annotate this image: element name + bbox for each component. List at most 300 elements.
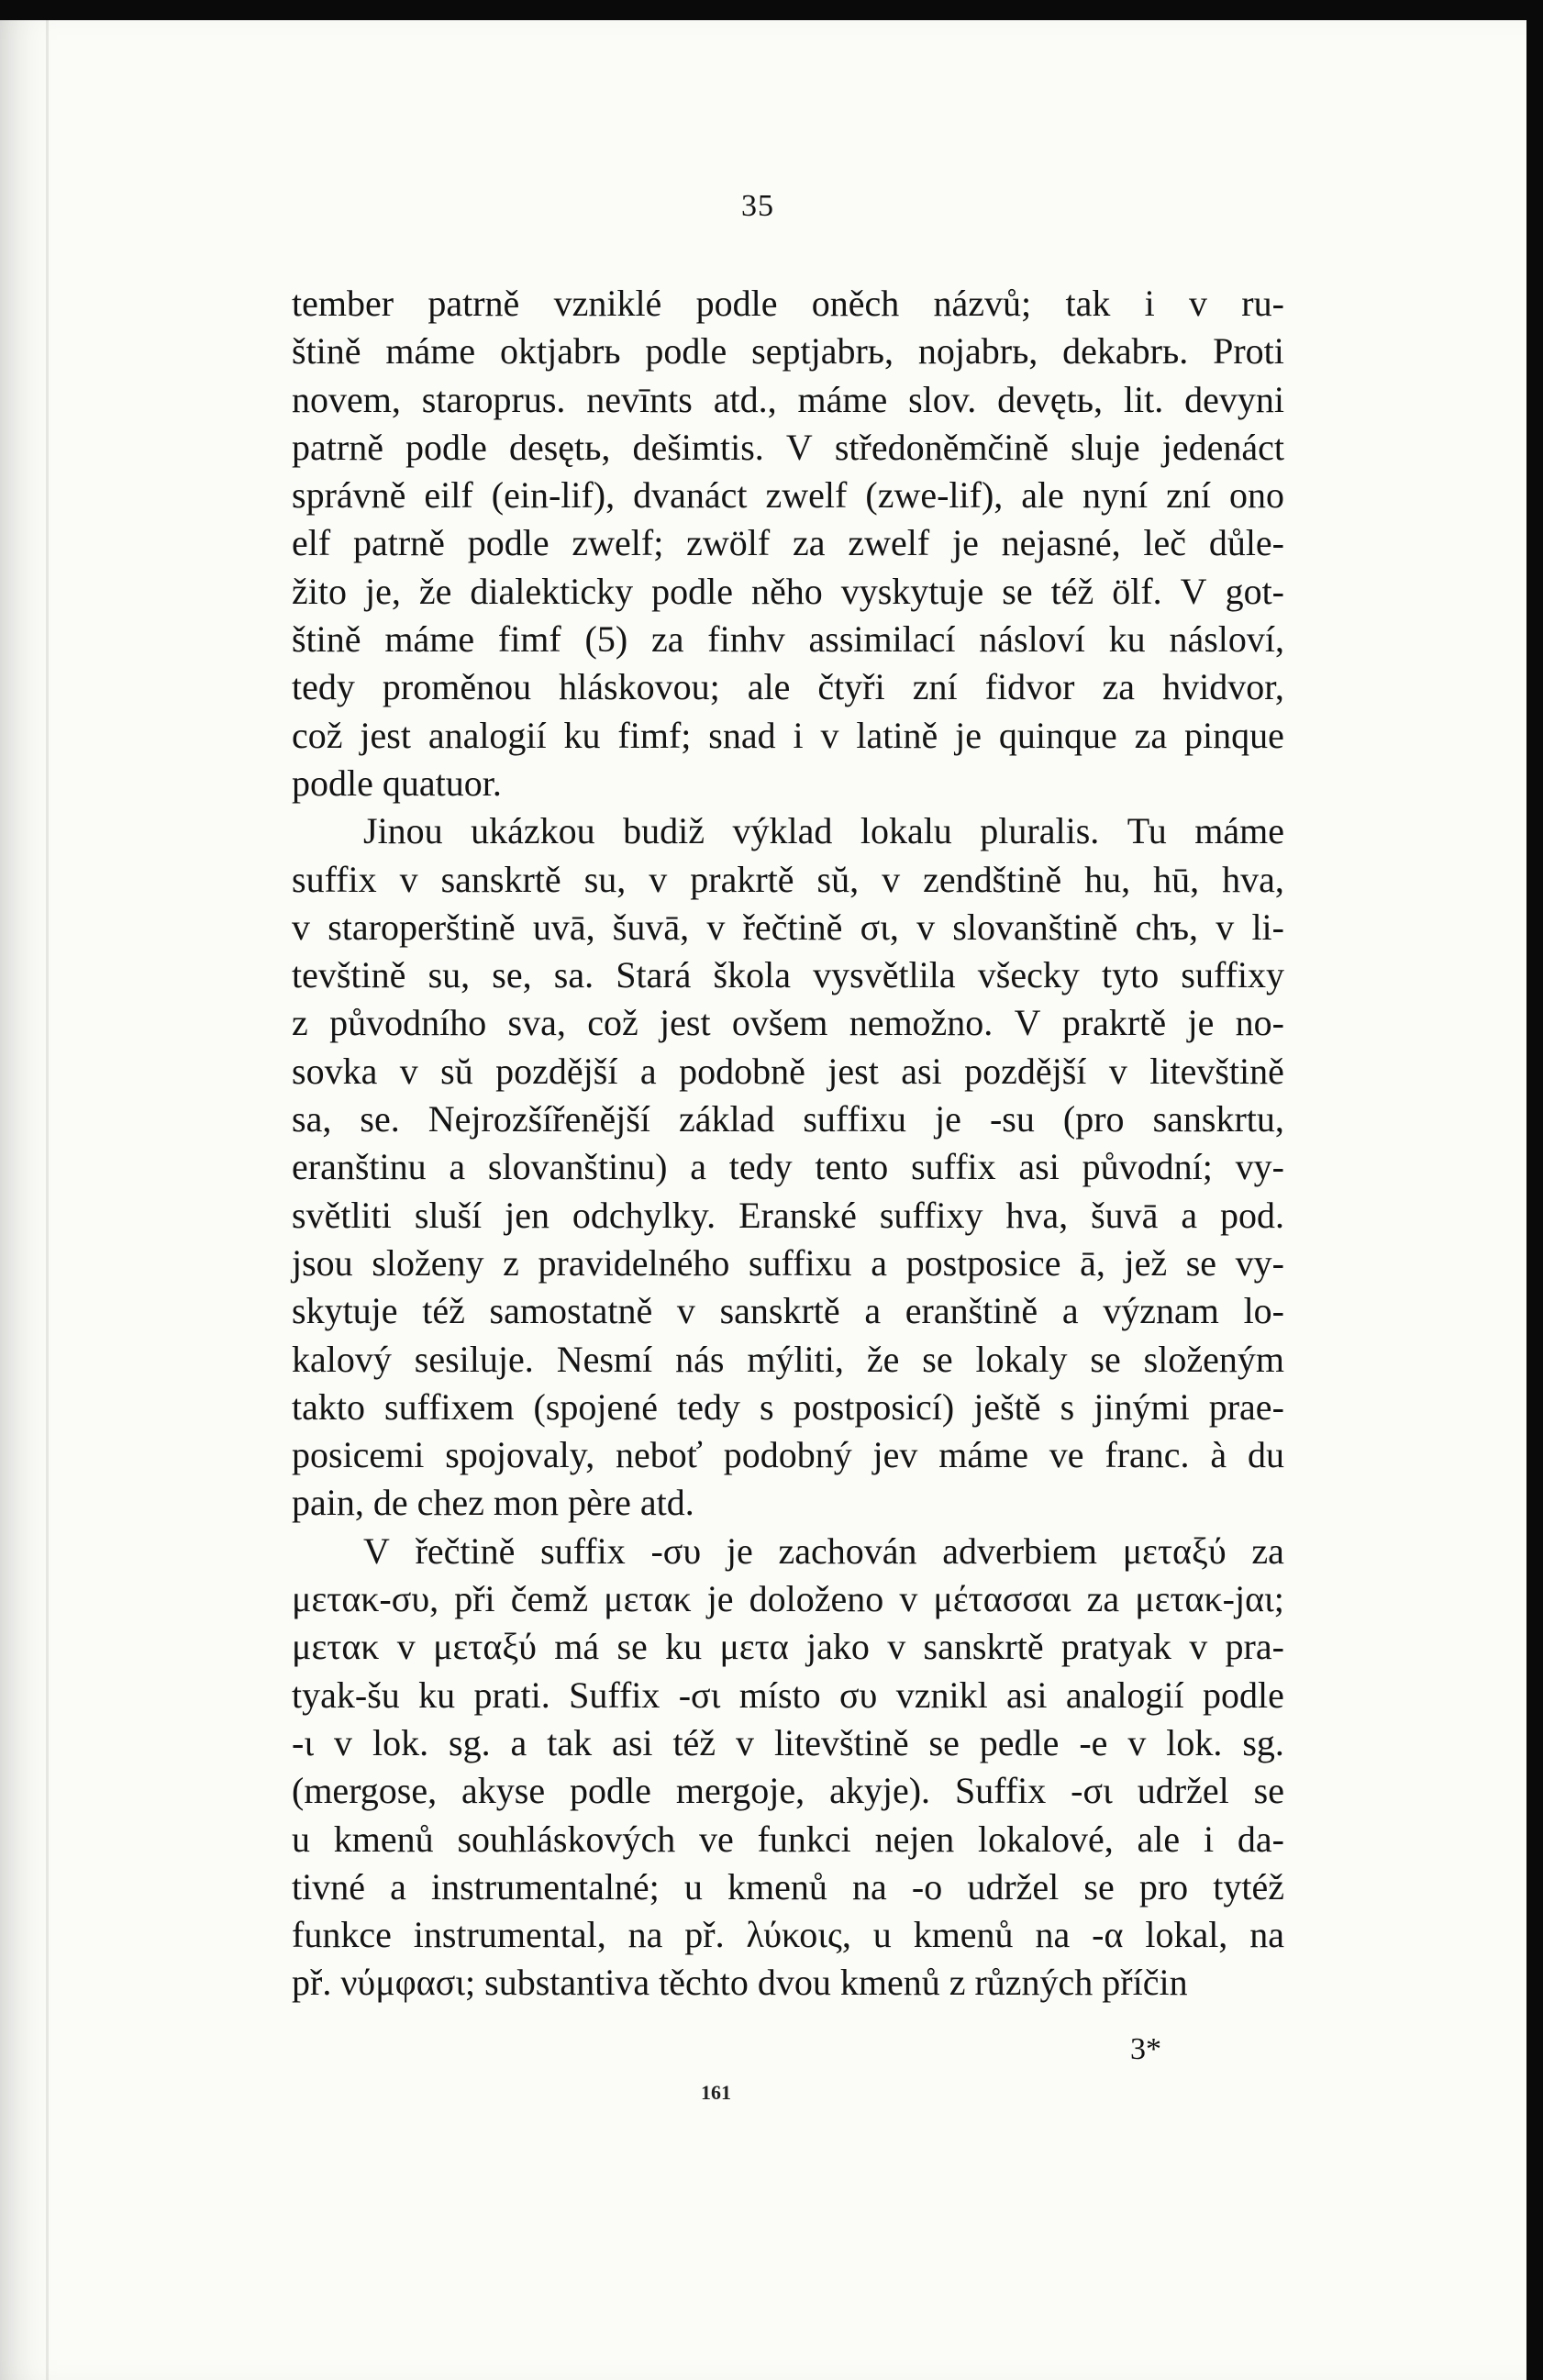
word: jako (806, 1626, 870, 1668)
word: u (872, 1914, 892, 1956)
word: V (785, 426, 813, 468)
word: hvidvor, (1162, 666, 1284, 708)
word: podle (695, 283, 778, 324)
word: novem, (292, 378, 401, 420)
word: je (1187, 1002, 1215, 1044)
word: nojabrь, (917, 330, 1038, 373)
word: že (866, 1338, 900, 1380)
word: v (292, 906, 310, 948)
word: patrně (352, 522, 445, 564)
word: suffixu (748, 1241, 852, 1284)
word: pratyak (1060, 1626, 1171, 1668)
word: tyak-šu (292, 1674, 400, 1716)
word: asi (901, 1050, 942, 1092)
word: dialekticky (470, 570, 634, 612)
word: podle (645, 330, 727, 373)
word: du (1247, 1434, 1284, 1476)
word: pinque (1183, 714, 1284, 756)
word: ā, (1080, 1241, 1105, 1284)
word: latině (856, 714, 938, 756)
word: -συ (650, 1529, 702, 1572)
word: kmenů (913, 1914, 1014, 1956)
word: ukázkou (471, 810, 595, 852)
word: tedy (728, 1146, 793, 1188)
word: V (363, 1529, 390, 1572)
word: suffixu (803, 1098, 906, 1140)
word: μετακ (292, 1626, 380, 1668)
word: prakrtě (1061, 1002, 1167, 1044)
word: vznikl (895, 1674, 988, 1716)
word: jinými (1093, 1385, 1190, 1428)
word: sa, (292, 1098, 332, 1140)
word: fimf (497, 618, 561, 661)
footer-number: 161 (701, 2081, 731, 2104)
word: za (650, 618, 684, 661)
word: v (396, 1626, 416, 1668)
word: podobně (679, 1050, 805, 1092)
word: li- (1251, 906, 1284, 948)
word: v (820, 714, 839, 756)
word: ölf. (1112, 570, 1162, 612)
word: udržel (967, 1865, 1060, 1907)
text-line (292, 856, 1284, 904)
word: funkci (757, 1818, 851, 1860)
word: na (1249, 1914, 1284, 1956)
word: sg. (449, 1721, 491, 1763)
word: eranštině (905, 1290, 1038, 1332)
word: pedle (979, 1721, 1060, 1763)
text-line (292, 472, 1284, 519)
word: což (587, 1002, 638, 1044)
word: názvů; (933, 283, 1032, 324)
word: máme (938, 1434, 1028, 1476)
text-line: podle quatuor. (292, 762, 502, 804)
word: zendštině (923, 858, 1062, 900)
word: se (1083, 1865, 1115, 1907)
word: ve (699, 1818, 734, 1860)
word: a (871, 1241, 887, 1284)
word: sluje (1071, 426, 1140, 468)
word: vysvětlila (813, 954, 956, 996)
word: patrně (427, 283, 520, 324)
word: Stará (616, 954, 692, 996)
word: pluralis. (980, 810, 1100, 852)
word: got- (1225, 570, 1284, 612)
word: základ (678, 1098, 775, 1140)
word: správně (292, 474, 406, 517)
text-line (292, 1623, 1284, 1671)
word: lokal, (1145, 1914, 1228, 1956)
word: je, (364, 570, 401, 612)
word: (mergose, (292, 1770, 438, 1812)
word: v (887, 1626, 906, 1668)
word: su, (583, 858, 627, 900)
word: v (399, 858, 418, 900)
word: v (649, 858, 668, 900)
word: patrně (292, 426, 383, 468)
word: jsou (292, 1241, 353, 1284)
word: a (690, 1146, 706, 1188)
word: V (1014, 1002, 1041, 1044)
text-line (292, 1287, 1284, 1335)
word: se (928, 1721, 960, 1763)
word: suffix (540, 1529, 626, 1572)
word: za (1102, 666, 1136, 708)
word: význam (1103, 1290, 1219, 1332)
word: jev (872, 1434, 918, 1476)
word: lokaly (975, 1338, 1068, 1380)
text-line (292, 280, 1284, 328)
word: Nesmí (556, 1338, 653, 1380)
text-line (292, 999, 1284, 1047)
word: v (916, 906, 936, 948)
text-line (292, 951, 1284, 999)
word: -ι (292, 1721, 315, 1763)
word: kmenů (333, 1818, 434, 1860)
word: leč (1143, 522, 1187, 564)
word: nejen (874, 1818, 955, 1860)
word: ru- (1241, 283, 1284, 324)
word: suffixy (879, 1194, 983, 1236)
word: zní (912, 666, 958, 708)
word: (ein-lif), (491, 474, 616, 517)
word: se (1253, 1770, 1284, 1812)
word: v (1189, 283, 1208, 324)
word: na (627, 1914, 663, 1956)
word: devętь, (997, 378, 1103, 420)
word: v (1216, 906, 1235, 948)
word: v (1189, 1626, 1208, 1668)
word: a (1061, 1290, 1079, 1332)
word: eilf (424, 474, 473, 517)
word: jest (660, 1002, 711, 1044)
word: sa. (553, 954, 594, 996)
word: šuvā, (612, 906, 690, 948)
word: máme (385, 330, 476, 373)
word: da- (1237, 1818, 1284, 1860)
word: slov. (908, 378, 977, 420)
word: mýliti, (747, 1338, 844, 1380)
word: důle- (1208, 522, 1284, 564)
word: λύκοις, (746, 1914, 851, 1956)
text-line (292, 1240, 1284, 1287)
word: dešimtis. (632, 426, 764, 468)
word: suffix (911, 1146, 996, 1188)
word: a (449, 1146, 466, 1188)
word: μεταξύ (1122, 1529, 1227, 1572)
word: samostatně (489, 1290, 653, 1332)
word: jest (360, 714, 411, 756)
word: quinque (998, 714, 1117, 756)
word: staroperštině (327, 906, 516, 948)
word: podobný (723, 1434, 852, 1476)
word: Suffix (569, 1674, 660, 1716)
paragraph-container (292, 280, 1284, 2007)
word: hu, (1084, 858, 1131, 900)
word: lit. (1123, 378, 1164, 420)
word: řečtině (742, 906, 843, 948)
word: udržel (1137, 1770, 1229, 1812)
word: což (292, 714, 343, 756)
word: devyni (1184, 378, 1284, 420)
word: vy- (1235, 1241, 1284, 1284)
word: funkce (292, 1914, 392, 1956)
word: v (334, 1721, 353, 1763)
word: lok. (1166, 1721, 1223, 1763)
word: zwelf (765, 474, 848, 517)
word: Nejrozšířenější (427, 1098, 650, 1140)
text-line (292, 1719, 1284, 1767)
word: συ (838, 1674, 878, 1716)
word: sanskrtě (440, 858, 561, 900)
word: instrumentalné; (430, 1865, 660, 1907)
word: suffixy (1181, 954, 1284, 996)
word: uvā, (532, 906, 595, 948)
word: s (1060, 1385, 1075, 1428)
word: nejasné, (1001, 522, 1121, 564)
word: odchylky. (572, 1194, 716, 1236)
text-line (292, 1095, 1284, 1143)
word: su, (427, 954, 471, 996)
word: máme (1194, 810, 1284, 852)
word: u (683, 1865, 703, 1907)
text-line (292, 1336, 1284, 1384)
text-line (292, 1143, 1284, 1191)
word: oktjabrь (500, 330, 621, 373)
word: středoněmčině (834, 426, 1049, 468)
word: tember (292, 283, 394, 324)
word: slovanštinu) (487, 1146, 668, 1188)
word: (5) (584, 618, 628, 661)
word: sovka (292, 1050, 378, 1092)
word: se. (360, 1098, 400, 1140)
word: v (706, 906, 726, 948)
word: hū, (1153, 858, 1200, 900)
word: tytéž (1213, 1865, 1284, 1907)
word: finhv (707, 618, 785, 661)
text-line (292, 616, 1284, 663)
word: kmenů (727, 1865, 827, 1907)
word: elf (292, 522, 331, 564)
word: štině (292, 618, 361, 661)
word: zwölf (686, 522, 771, 564)
text-line (292, 376, 1284, 424)
word: litevštině (1149, 1050, 1284, 1092)
word: neboť (616, 1434, 703, 1476)
word: ve (1049, 1434, 1084, 1476)
word: lokalu (860, 810, 952, 852)
word: μέτασσαι (933, 1578, 1071, 1620)
word: slovanštině (952, 906, 1118, 948)
word: nás (675, 1338, 725, 1380)
word: zní (1166, 474, 1211, 517)
word: snad (708, 714, 776, 756)
word: též (1050, 570, 1094, 612)
word: na (1035, 1914, 1071, 1956)
word: zachován (778, 1529, 917, 1572)
text-line: př. νύμφασι; substantiva těchto dvou kmenů z různých příčin (292, 1962, 1188, 2004)
word: oněch (811, 283, 900, 324)
word: z (292, 1002, 308, 1044)
text-line (292, 1816, 1284, 1863)
word: ale (1021, 474, 1064, 517)
scan-border-top (0, 0, 1543, 20)
word: takto (292, 1385, 365, 1428)
word: suffix (292, 858, 377, 900)
word: se (1090, 1338, 1121, 1380)
word: souhláskových (457, 1818, 676, 1860)
word: má (554, 1626, 600, 1668)
word: ku (1108, 618, 1146, 661)
word: násloví, (1169, 618, 1284, 661)
word: ještě (973, 1385, 1041, 1428)
word: Proti (1213, 330, 1284, 373)
word: místo (738, 1674, 821, 1716)
word: franc. (1105, 1434, 1190, 1476)
word: v (399, 1050, 418, 1092)
text-line (292, 519, 1284, 567)
word: tyto (1102, 954, 1160, 996)
word: se, (492, 954, 532, 996)
text-line (292, 328, 1284, 375)
word: ku (665, 1626, 703, 1668)
text-line (292, 1575, 1284, 1623)
word: atd., (713, 378, 777, 420)
word: postposicí) (793, 1385, 955, 1428)
word: složeným (1143, 1338, 1284, 1380)
word: Eranské (738, 1194, 857, 1236)
word: asi (1018, 1146, 1060, 1188)
word: s (760, 1385, 774, 1428)
word: se (616, 1626, 648, 1668)
word: a (510, 1721, 527, 1763)
word: tedy (677, 1385, 740, 1428)
word: -su (989, 1098, 1035, 1140)
word: se (1185, 1241, 1217, 1284)
word: staroprus. (421, 378, 566, 420)
word: -ο (911, 1865, 943, 1907)
text-line: pain, de chez mon père atd. (292, 1482, 694, 1524)
word: μετακ (604, 1578, 692, 1620)
word: kalový (292, 1338, 392, 1380)
word: fidvor (984, 666, 1075, 708)
word: assimilací (808, 618, 956, 661)
word: adverbiem (942, 1529, 1098, 1572)
word: pravidelného (538, 1241, 730, 1284)
text-line (292, 1863, 1284, 1911)
word: původního (329, 1002, 487, 1044)
word: podle (1203, 1674, 1284, 1716)
word: sanskrtě (923, 1626, 1044, 1668)
word: prae- (1208, 1385, 1284, 1428)
word: tento (815, 1146, 889, 1188)
word: tedy (292, 666, 355, 708)
word: za (1086, 1578, 1120, 1620)
text-line (292, 1672, 1284, 1719)
word: sluší (414, 1194, 483, 1236)
page-number: 35 (741, 189, 774, 223)
scan-border-right (1526, 0, 1543, 2380)
text-line (292, 1384, 1284, 1431)
word: skytuje (292, 1290, 398, 1332)
word: př. (684, 1914, 725, 1956)
word: i (1144, 283, 1155, 324)
word: při (454, 1578, 495, 1620)
word: z (503, 1241, 519, 1284)
word: světliti (292, 1194, 392, 1236)
word: v (676, 1290, 695, 1332)
word: vy- (1235, 1146, 1284, 1188)
word: že (418, 570, 452, 612)
word: na (852, 1865, 887, 1907)
word: fimf; (617, 714, 692, 756)
body-text (292, 280, 1284, 2007)
word: též (422, 1290, 465, 1332)
word: hva, (1222, 858, 1284, 900)
word: Suffix (954, 1770, 1047, 1812)
word: akyje). (829, 1770, 931, 1812)
word: tivné (292, 1865, 365, 1907)
word: instrumental, (413, 1914, 606, 1956)
word: asi (612, 1721, 653, 1763)
word: sanskrtu, (1152, 1098, 1284, 1140)
word: výklad (732, 810, 833, 852)
word: v (1127, 1721, 1147, 1763)
word: je (951, 522, 979, 564)
text-line (292, 568, 1284, 616)
word: podle (405, 426, 487, 468)
word: Tu (1127, 810, 1167, 852)
word: máme (384, 618, 475, 661)
word: eranštinu (292, 1146, 427, 1188)
word: něho (750, 570, 823, 612)
word: čtyři (817, 666, 885, 708)
word: se (1002, 570, 1033, 612)
word: jedenáct (1161, 426, 1284, 468)
word: dekabrь. (1062, 330, 1189, 373)
word: se (922, 1338, 953, 1380)
text-line (292, 1431, 1284, 1479)
word: pozdější (964, 1050, 1087, 1092)
word: pra- (1225, 1626, 1284, 1668)
word: i (1203, 1818, 1215, 1860)
word: sanskrtě (719, 1290, 840, 1332)
text-line (292, 712, 1284, 760)
word: -e (1079, 1721, 1108, 1763)
page-gutter-shadow (46, 20, 49, 2380)
word: násloví (979, 618, 1085, 661)
word: sŭ, (816, 858, 860, 900)
word: μετα (719, 1626, 789, 1668)
word: šuvā (1091, 1194, 1159, 1236)
word: litevštině (773, 1721, 909, 1763)
word: sesiluje. (414, 1338, 534, 1380)
word: jen (505, 1194, 549, 1236)
word: σι, (860, 906, 899, 948)
word: podle (570, 1770, 651, 1812)
word: i (793, 714, 804, 756)
word: jest (827, 1050, 879, 1092)
word: -σι (1071, 1770, 1113, 1812)
word: asi (1006, 1674, 1048, 1716)
word: podle (467, 522, 549, 564)
word: spojovaly, (445, 1434, 595, 1476)
word: ku (563, 714, 601, 756)
word: řečtině (415, 1529, 516, 1572)
word: Jinou (363, 810, 443, 852)
word: u (292, 1818, 310, 1860)
word: je (955, 714, 982, 756)
